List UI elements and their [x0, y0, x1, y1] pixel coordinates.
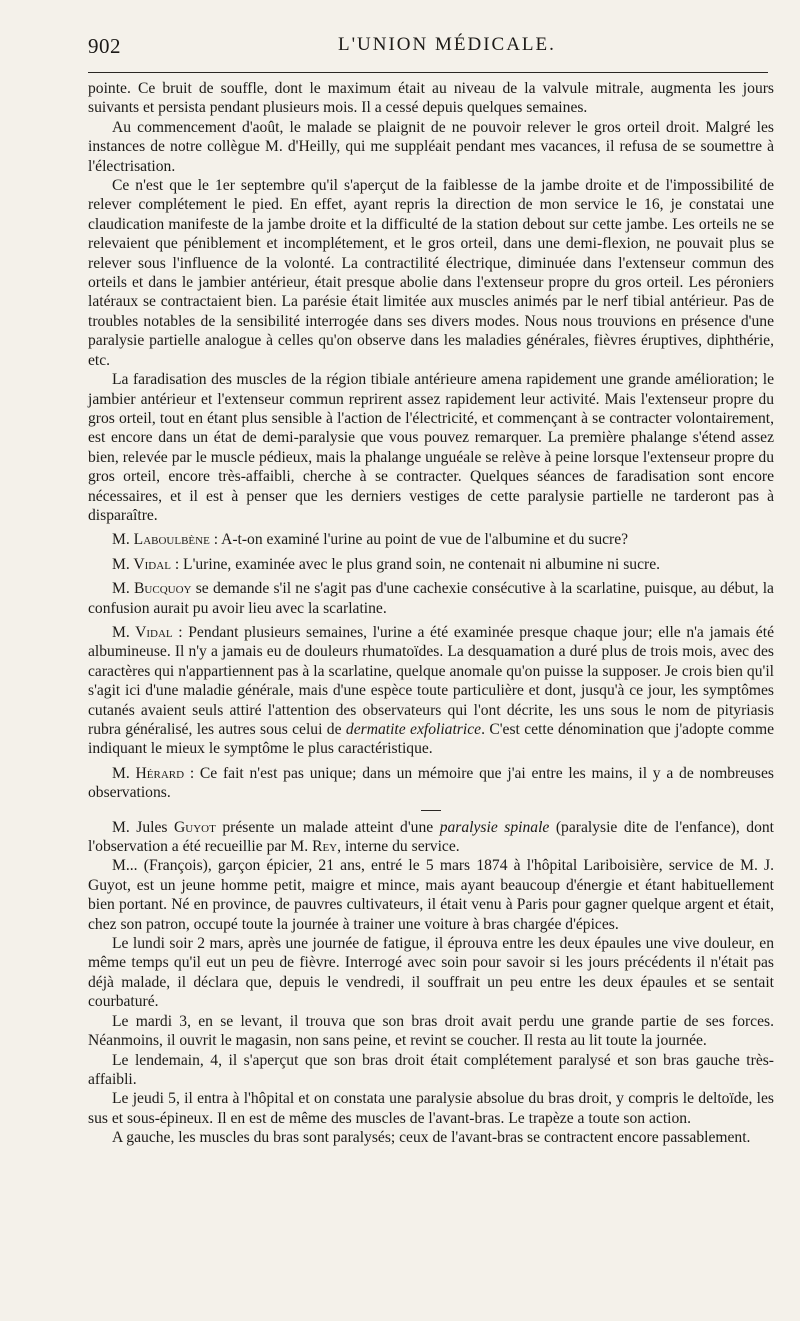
dialogue-herard [88, 764, 774, 803]
text-fragment: M. Jules [112, 818, 175, 836]
case-paragraph: M... (François), garçon épicier, 21 ans, entré le 5 mars 1874 à l'hôpital Lariboisière, service de M. J. Guyot, est un jeune homme petit, maigre et mince, mais ayant beaucoup d'énergie et étant habituellement bien portant. Né en province, de pauvres cultivateurs, il était venu à Paris pour gagner quelque argent et était, chez son patron, occupé toute la journée à trainer une voiture à bras chargée d'épices. [88, 857, 774, 933]
case-paragraph: Le jeudi 5, il entra à l'hôpital et on constata une paralysie absolue du bras droit, y compris le deltoïde, les sus et sous-épineux. Il en est de même des muscles de l'avant-bras. Le trapèze a toute son action. [88, 1090, 774, 1127]
italic-term: dermatite exfoliatrice [345, 721, 482, 738]
speaker-name: Guyot [174, 818, 216, 836]
italic-term: paralysie spinale [439, 818, 550, 836]
speaker-name: M. Vidal [112, 555, 171, 573]
case-paragraph: Le mardi 3, en se levant, il trouva que son bras droit avait perdu une grande partie de ses forces. Néanmoins, il ouvrit le magasin, non sans peine, et revint se coucher. Il resta au lit toute la journée. [88, 1012, 774, 1050]
dialogue-bucquoy [88, 579, 774, 618]
speech-text: . C'est cette dénomination que j'adopte comme indiquant le mieux le symptôme le plus caractéristique. [88, 721, 775, 758]
header-rule [88, 72, 768, 73]
speaker-name: M. Laboulbène [112, 531, 210, 549]
running-title: L'UNION MÉDICALE. [338, 34, 556, 55]
speaker-name: M. Hérard [112, 764, 185, 782]
speaker-name: M. Vidal [112, 623, 173, 641]
case-paragraph: Le lundi soir 2 mars, après une journée de fatigue, il éprouva entre les deux épaules une vive douleur, en même temps qu'il eut un peu de fièvre. Interrogé avec soin pour savoir si les jours précédents il n'était pas déjà malade, il déclara que, depuis le vendredi, il souffrait un peu entre les deux épaules et se sentait courbaturé. [88, 935, 774, 1011]
speech-text: : A-t-on examiné l'urine au point de vue de l'albumine et du sucre? [209, 531, 629, 549]
paragraph: La faradisation des muscles de la région tibiale antérieure amena rapidement une grande amélioration; le jambier antérieur et l'extenseur commun reprirent assez rapidement leur activité. Mais l'extenseur propre du gros orteil, tout en étant plus sensible à l'action de l'électricité, et commençant à se contracter volontairement, est encore dans un état de demi-paralysie que vous pouvez remarquer. La première phalange s'étend assez bien, relevée par le muscle pédieux, mais la phalange unguéale se relève à peine lorsque l'extenseur propre du gros orteil, encore très-affaibli, cherche à se contracter. Quelques séances de faradisation sont encore nécessaires, et il est à penser que les derniers vestiges de cette paralysie partielle ne tarderont pas à disparaître. [88, 371, 774, 524]
page-number: 902 [88, 34, 121, 58]
paragraph: Ce n'est que le 1er septembre qu'il s'aperçut de la faiblesse de la jambe droite et de l'impossibilité de relever complétement le pied. En effet, ayant repris la direction de mon service le 16, je constatai une claudication manifeste de la jambe droite et la difficulté de la station debout sur cette jambe. Les orteils ne se relevaient que péniblement et incomplétement, et le gros orteil, dans une demi-flexion, ne pouvait plus se relever sous l'influence de la volonté. La contractilité électrique, diminuée dans l'extenseur commun des orteils et dans le jambier antérieur, était presque abolie dans l'extenseur propre du gros orteil. Les péroniers latéraux se contractaient bien. La parésie était limitée aux muscles animés par le nerf tibial antérieur. Pas de troubles notables de la sensibilité interrogée dans ses divers modes. Nous nous trouvions en présence d'une paralysie partielle analogue à celles qu'on observe dans les maladies générales, fièvres éruptives, diphthérie, etc. [88, 177, 774, 369]
speaker-name: M. Bucquoy [112, 580, 192, 598]
case-paragraph: Le lendemain, 4, il s'aperçut que son bras droit était complétement paralysé et son bras gauche très-affaibli. [88, 1051, 774, 1088]
paragraph: pointe. Ce bruit de souffle, dont le maximum était au niveau de la valvule mitrale, augmenta les jours suivants et persista pendant plusieurs mois. Il a cessé depuis quelques semaines. [88, 80, 774, 117]
text-fragment: , interne du service. [337, 838, 460, 856]
text-fragment: présente un malade atteint d'une [215, 818, 440, 836]
dialogue-vidal [88, 555, 774, 574]
dialogue-laboulbene [88, 530, 774, 549]
intern-name: Rey [312, 838, 338, 856]
article-body [88, 79, 774, 1148]
speech-text: : Pendant plusieurs semaines, l'urine a été examinée presque chaque jour; elle n'a jamais été albumineuse. Il n'y a jamais eu de douleurs rhumatoïdes. La desquamation a duré plus de trois mois, avec des caractères qui n'appartiennent pas à la scarlatine, quelque anomale qu'on puisse la supposer. Je crois bien qu'il s'agit ici d'une maladie générale, mais d'une espèce toute particulière et dont, jusqu'à ce jour, les symptômes cutanés avaient seuls attiré l'attention des observateurs qui l'ont décrite, les uns sous le nom de pityriasis rubra généralisé, les autres sous celui de [88, 623, 774, 738]
paragraph: Au commencement d'août, le malade se plaignit de ne pouvoir relever le gros orteil droit. Malgré les instances de notre collègue M. d'Heilly, qui me suppléait pendant mes vacances, il refusa de se soumettre à l'électrisation. [88, 118, 774, 175]
dialogue-vidal-reply [88, 623, 774, 759]
speech-text: : L'urine, examinée avec le plus grand soin, ne contenait ni albumine ni sucre. [170, 555, 661, 573]
text-fragment: (paralysie dite de l'enfance), dont l'observation a été recueillie par M. [88, 818, 775, 856]
page-header [88, 30, 774, 66]
speech-text: : Ce fait n'est pas unique; dans un mémoire que j'ai entre les mains, il y a de nombreuses observations. [88, 764, 774, 802]
speech-text: se demande s'il ne s'agit pas d'une cachexie consécutive à la scarlatine, puisque, au début, la confusion aurait pu avoir lieu avec la scarlatine. [88, 580, 774, 617]
section-separator [421, 810, 441, 811]
guyot-presentation [88, 818, 774, 857]
case-paragraph: A gauche, les muscles du bras sont paralysés; ceux de l'avant-bras se contractent encore passablement. [112, 1129, 751, 1147]
